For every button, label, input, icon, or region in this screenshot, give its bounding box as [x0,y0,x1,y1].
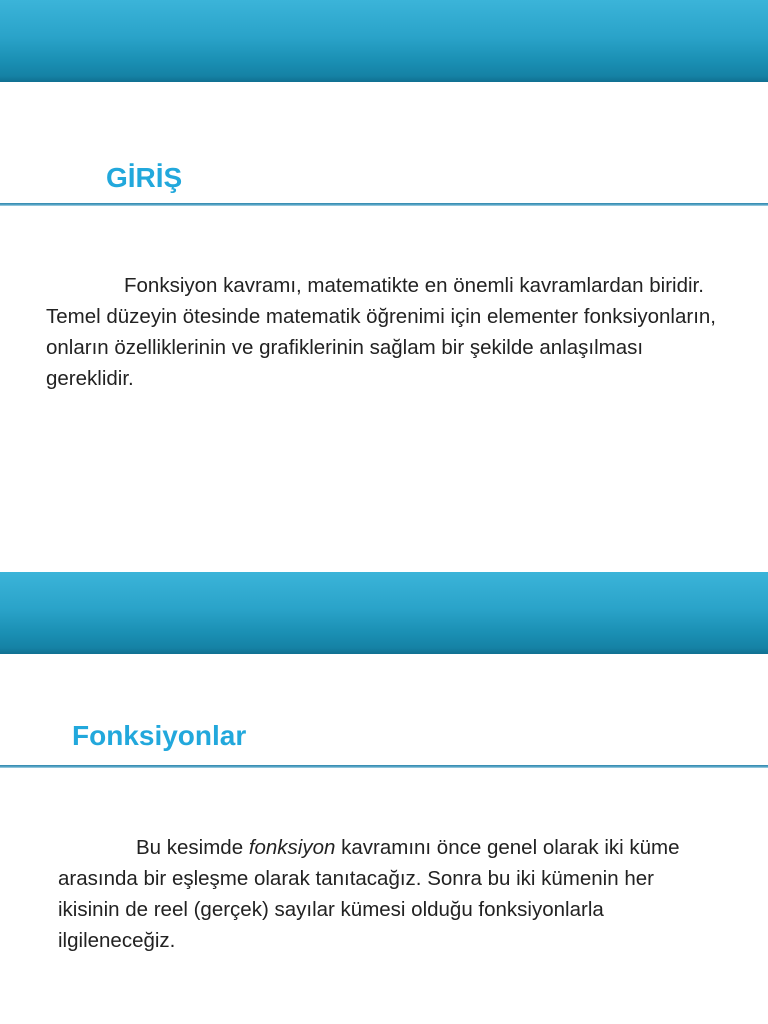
slide-body-text: Fonksiyon kavramı, matematikte en önemli kavramlardan biridir. Temel düzeyin ötesinde matematik öğrenimi için elementer fonksiyonların, onların özelliklerinin ve grafiklerinin sağlam bir şekilde anlaşılması gereklidir. [46,274,716,390]
title-divider [0,203,768,206]
slide-title: GİRİŞ [106,162,183,193]
slide-title: Fonksiyonlar [72,720,247,751]
body-emphasis: fonksiyon [248,836,336,859]
slide-fonksiyonlar [0,572,768,1024]
slide-body-text [58,832,718,956]
body-text-start: Bu kesimde [136,836,249,859]
slide-header-band [0,572,768,654]
slide-header-band [0,0,768,82]
title-divider [0,765,768,768]
body-text-end: kavramını önce genel olarak iki küme arasında bir eşleşme olarak tanıtacağız. Sonra bu iki kümenin her ikisinin de reel (gerçek) sayılar kümesi olduğu fonksiyonlarla ilgileneceğiz. [58,836,680,952]
